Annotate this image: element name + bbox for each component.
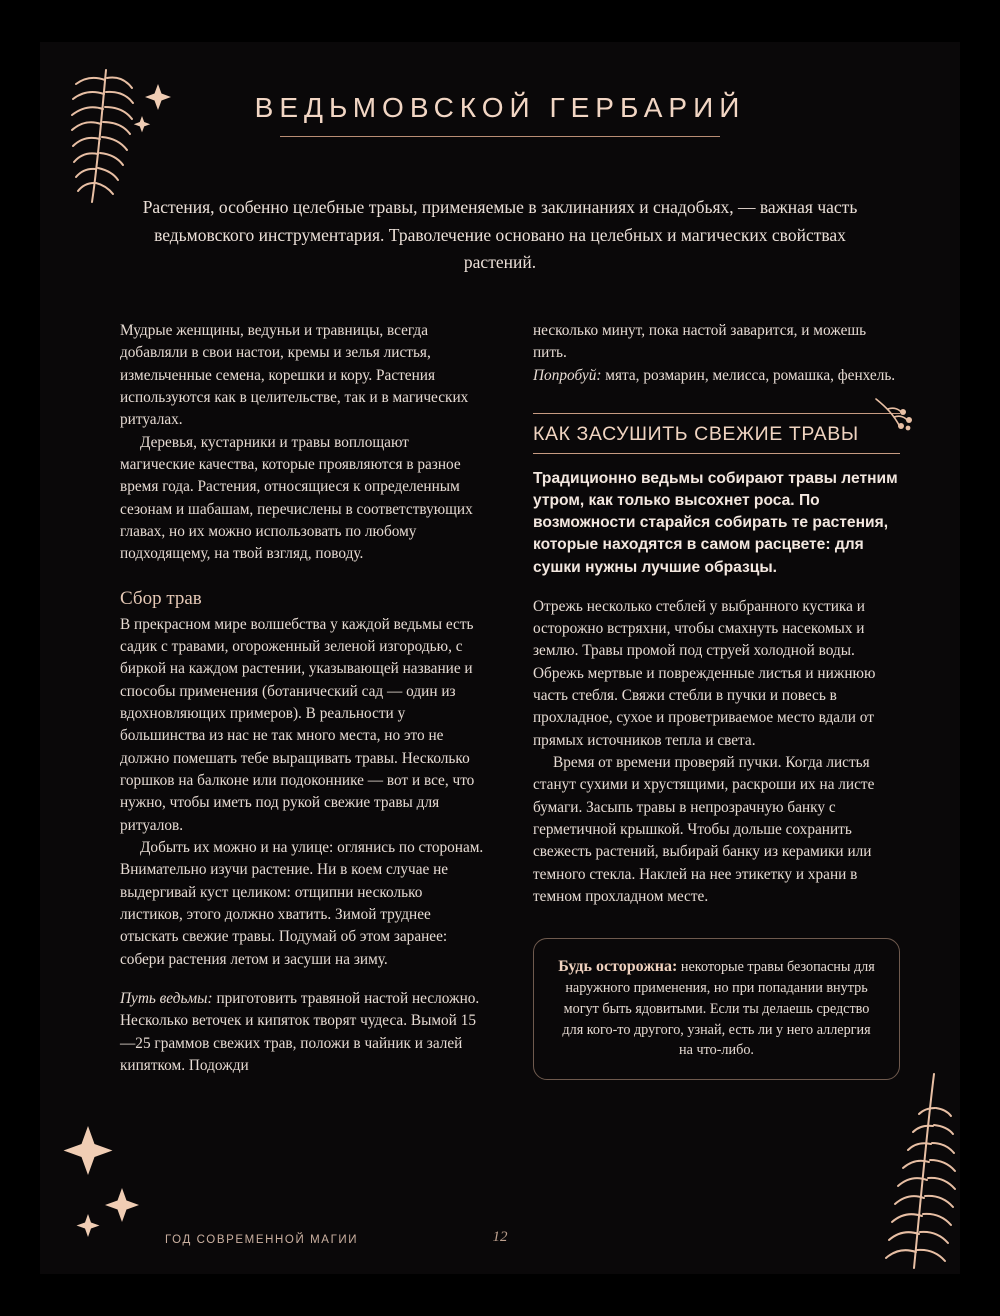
witch-way-lead: Путь ведьмы:: [120, 989, 213, 1007]
try-lead: Попробуй:: [533, 366, 602, 384]
witch-way-text: приготовить травяной настой несложно. Несколько веточек и кипяток творят чудеса. Вымой 15—25 граммов свежих трав, положи в чайник и залей кипятком. Подожди: [120, 989, 480, 1074]
section-divider-top: [533, 413, 900, 414]
paragraph-witch-way: [120, 988, 487, 1077]
paragraph: Деревья, кустарники и травы воплощают магические качества, которые проявляются в разное время года. Растения, относящиеся к определенным сезонам и шабашам, перечислены в соответствующих главах, но их можно использовать по любому подходящему, на твой взгляд, поводу.: [120, 433, 473, 563]
title-divider: [280, 136, 720, 137]
paragraph: Отрежь несколько стеблей у выбранного кустика и осторожно встряхни, чтобы смахнуть насекомых и землю. Травы промой под струей холодной воды. Обрежь мертвые и поврежденные листья и нижнюю часть стебля. Свяжи стебли в пучки и повесь в прохладное, сухое и проветриваемое место вдали от прямых источников тепла и света.: [533, 597, 876, 749]
page-title: ВЕДЬМОВСКОЙ ГЕРБАРИЙ: [254, 92, 746, 123]
section-divider-bottom: [533, 453, 900, 454]
paragraph: несколько минут, пока настой заварится, и можешь пить.: [533, 322, 867, 362]
right-column: [533, 320, 900, 1080]
caution-box: [533, 938, 900, 1080]
footer-chapter-label: ГОД СОВРЕМЕННОЙ МАГИИ: [165, 1234, 359, 1246]
section-heading: КАК ЗАСУШИТЬ СВЕЖИЕ ТРАВЫ: [533, 422, 859, 445]
caution-text: некоторые травы безопасны для наружного применения, но при попадании внутрь могут быть ядовитыми. Если ты делаешь средство для кого-то другого, узнай, есть ли у него аллергия на что-либо.: [562, 959, 875, 1059]
paragraph: Мудрые женщины, ведуньи и травницы, всегда добавляли в свои настои, кремы и зелья листья, измельченные семена, корешки и кору. Растения используются как в целительстве, так и в магических ритуалах.: [120, 322, 469, 429]
subsection-heading: Сбор трав: [120, 587, 202, 609]
section-lead-paragraph: Традиционно ведьмы собирают травы летним утром, как только высохнет роса. По возможности старайся собирать те растения, которые находятся в самом расцвете: для сушки нужны лучшие образцы.: [533, 469, 898, 576]
try-text: мята, розмарин, мелисса, ромашка, фенхель.: [601, 366, 896, 384]
page-title-block: [40, 92, 960, 137]
caution-lead: Будь осторожна:: [558, 958, 678, 976]
paragraph: Добыть их можно и на улице: оглянись по сторонам. Внимательно изучи растение. Ни в коем случае не выдергивай куст целиком: отщипни несколько листиков, этого должно хватить. Зимой труднее отыскать свежие травы. Подумай об этом заранее: собери растения летом и засуши на зиму.: [120, 838, 484, 968]
sparkle-ornament: [48, 1064, 168, 1244]
body-columns: [120, 320, 900, 1080]
spacer: [120, 971, 487, 988]
paragraph: Время от времени проверяй пучки. Когда листья станут сухими и хрустящими, раскроши их на листе бумаги. Засыпь травы в непрозрачную банку с герметичной крышкой. Чтобы дольше сохранить свежесть растений, выбирай банку из керамики или темного стекла. Наклей на нее этикетку и храни в темном прохладном месте.: [533, 753, 875, 905]
spacer: [533, 579, 900, 596]
paragraph: В прекрасном мире волшебства у каждой ведьмы есть садик с травами, огороженный зеленой изгородью, с биркой на каждом растении, указывающей название и способы применения (ботанический сад — один из вдохновляющих примеров). В реальности у большинства из нас не так много места, но это не должно помешать тебе выращивать травы. Несколько горшков на балконе или подоконнике — вот и все, что нужно, чтобы иметь под рукой свежие травы для ритуалов.: [120, 615, 475, 834]
page-number: 12: [492, 1229, 508, 1245]
left-column: [120, 320, 487, 1080]
page-canvas: [40, 42, 960, 1274]
section-heading-block: [533, 413, 900, 454]
paragraph-try: [533, 365, 900, 387]
intro-paragraph: Растения, особенно целебные травы, применяемые в заклинаниях и снадобьях, — важная часть ведьмовского инструментария. Траволечение основано на целебных и магических свойствах растений.: [142, 197, 858, 273]
berry-sprig-icon: [872, 395, 914, 440]
